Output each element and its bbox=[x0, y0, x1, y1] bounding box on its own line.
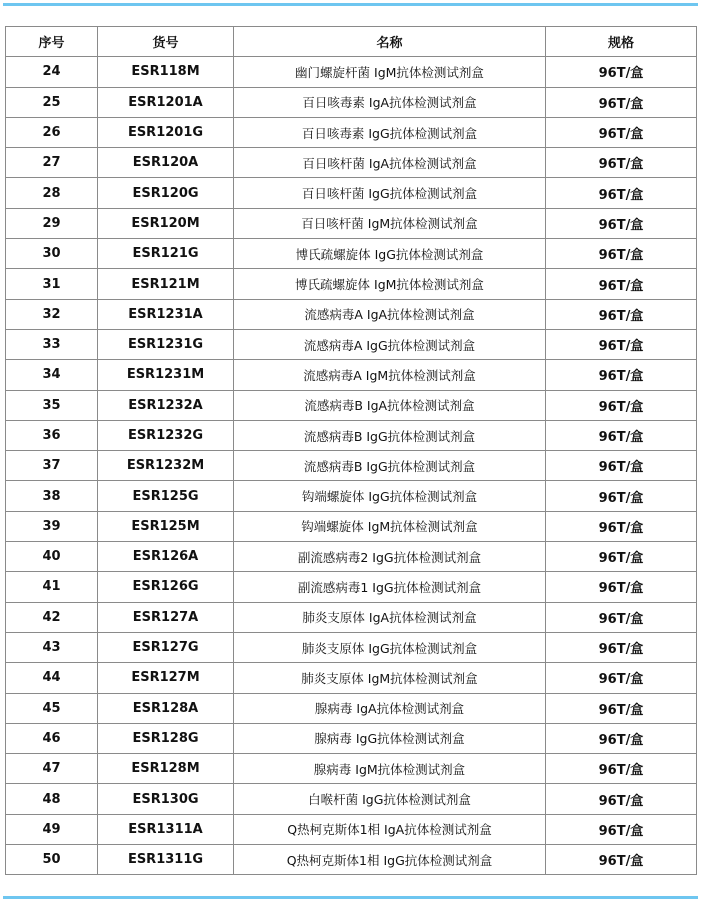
table-row bbox=[6, 390, 697, 420]
cell-no: 33 bbox=[6, 329, 98, 359]
bottom-accent-rule bbox=[3, 896, 698, 899]
table-row bbox=[6, 693, 697, 723]
cell-no: 30 bbox=[6, 239, 98, 269]
cell-no: 38 bbox=[6, 481, 98, 511]
top-accent-rule bbox=[3, 3, 698, 6]
cell-spec: 96T/盒 bbox=[546, 632, 697, 662]
table-row bbox=[6, 814, 697, 844]
cell-spec: 96T/盒 bbox=[546, 299, 697, 329]
table-row bbox=[6, 329, 697, 359]
cell-code: ESR1231M bbox=[98, 360, 234, 390]
cell-name: 博氏疏螺旋体 IgM抗体检测试剂盒 bbox=[234, 269, 546, 299]
table-row bbox=[6, 360, 697, 390]
cell-no: 49 bbox=[6, 814, 98, 844]
cell-code: ESR1201A bbox=[98, 87, 234, 117]
cell-code: ESR128M bbox=[98, 754, 234, 784]
table-row bbox=[6, 451, 697, 481]
cell-spec: 96T/盒 bbox=[546, 723, 697, 753]
cell-name: 流感病毒B IgG抗体检测试剂盒 bbox=[234, 451, 546, 481]
cell-name: 流感病毒B IgG抗体检测试剂盒 bbox=[234, 420, 546, 450]
cell-code: ESR120M bbox=[98, 208, 234, 238]
cell-spec: 96T/盒 bbox=[546, 208, 697, 238]
cell-no: 32 bbox=[6, 299, 98, 329]
table-row bbox=[6, 754, 697, 784]
cell-no: 40 bbox=[6, 542, 98, 572]
cell-spec: 96T/盒 bbox=[546, 390, 697, 420]
cell-spec: 96T/盒 bbox=[546, 663, 697, 693]
cell-spec: 96T/盒 bbox=[546, 754, 697, 784]
cell-name: 肺炎支原体 IgA抗体检测试剂盒 bbox=[234, 602, 546, 632]
table-row bbox=[6, 602, 697, 632]
cell-spec: 96T/盒 bbox=[546, 602, 697, 632]
cell-code: ESR1232A bbox=[98, 390, 234, 420]
table-row bbox=[6, 542, 697, 572]
cell-code: ESR121M bbox=[98, 269, 234, 299]
cell-spec: 96T/盒 bbox=[546, 178, 697, 208]
cell-code: ESR128G bbox=[98, 723, 234, 753]
cell-no: 41 bbox=[6, 572, 98, 602]
cell-no: 47 bbox=[6, 754, 98, 784]
cell-name: 流感病毒B IgA抗体检测试剂盒 bbox=[234, 390, 546, 420]
cell-name: 肺炎支原体 IgM抗体检测试剂盒 bbox=[234, 663, 546, 693]
header-code: 货号 bbox=[98, 27, 234, 57]
table-row bbox=[6, 148, 697, 178]
cell-name: 流感病毒A IgG抗体检测试剂盒 bbox=[234, 329, 546, 359]
cell-code: ESR125G bbox=[98, 481, 234, 511]
cell-name: 百日咳杆菌 IgM抗体检测试剂盒 bbox=[234, 208, 546, 238]
cell-spec: 96T/盒 bbox=[546, 117, 697, 147]
cell-no: 39 bbox=[6, 511, 98, 541]
cell-no: 28 bbox=[6, 178, 98, 208]
cell-no: 26 bbox=[6, 117, 98, 147]
table-row bbox=[6, 208, 697, 238]
cell-code: ESR125M bbox=[98, 511, 234, 541]
cell-name: 腺病毒 IgM抗体检测试剂盒 bbox=[234, 754, 546, 784]
cell-spec: 96T/盒 bbox=[546, 845, 697, 875]
table-body bbox=[6, 57, 697, 875]
cell-name: 钩端螺旋体 IgM抗体检测试剂盒 bbox=[234, 511, 546, 541]
cell-spec: 96T/盒 bbox=[546, 693, 697, 723]
cell-spec: 96T/盒 bbox=[546, 87, 697, 117]
cell-no: 25 bbox=[6, 87, 98, 117]
cell-code: ESR128A bbox=[98, 693, 234, 723]
header-row bbox=[6, 27, 697, 57]
cell-name: 腺病毒 IgA抗体检测试剂盒 bbox=[234, 693, 546, 723]
table-row bbox=[6, 663, 697, 693]
table-row bbox=[6, 87, 697, 117]
table-row bbox=[6, 723, 697, 753]
cell-no: 44 bbox=[6, 663, 98, 693]
cell-spec: 96T/盒 bbox=[546, 57, 697, 87]
cell-code: ESR121G bbox=[98, 239, 234, 269]
cell-name: Q热柯克斯体1相 IgG抗体检测试剂盒 bbox=[234, 845, 546, 875]
cell-code: ESR1311A bbox=[98, 814, 234, 844]
cell-no: 43 bbox=[6, 632, 98, 662]
cell-name: 百日咳毒素 IgA抗体检测试剂盒 bbox=[234, 87, 546, 117]
cell-no: 29 bbox=[6, 208, 98, 238]
table-row bbox=[6, 57, 697, 87]
cell-spec: 96T/盒 bbox=[546, 269, 697, 299]
cell-spec: 96T/盒 bbox=[546, 329, 697, 359]
cell-spec: 96T/盒 bbox=[546, 420, 697, 450]
cell-no: 42 bbox=[6, 602, 98, 632]
cell-no: 37 bbox=[6, 451, 98, 481]
table-row bbox=[6, 481, 697, 511]
cell-name: 流感病毒A IgM抗体检测试剂盒 bbox=[234, 360, 546, 390]
cell-no: 50 bbox=[6, 845, 98, 875]
header-no: 序号 bbox=[6, 27, 98, 57]
cell-code: ESR126G bbox=[98, 572, 234, 602]
cell-spec: 96T/盒 bbox=[546, 814, 697, 844]
cell-no: 46 bbox=[6, 723, 98, 753]
table-row bbox=[6, 178, 697, 208]
cell-no: 34 bbox=[6, 360, 98, 390]
cell-name: 博氏疏螺旋体 IgG抗体检测试剂盒 bbox=[234, 239, 546, 269]
cell-code: ESR120A bbox=[98, 148, 234, 178]
cell-no: 36 bbox=[6, 420, 98, 450]
cell-name: 肺炎支原体 IgG抗体检测试剂盒 bbox=[234, 632, 546, 662]
cell-code: ESR1232G bbox=[98, 420, 234, 450]
cell-spec: 96T/盒 bbox=[546, 572, 697, 602]
cell-code: ESR130G bbox=[98, 784, 234, 814]
cell-code: ESR1231A bbox=[98, 299, 234, 329]
table-row bbox=[6, 269, 697, 299]
cell-code: ESR1201G bbox=[98, 117, 234, 147]
cell-spec: 96T/盒 bbox=[546, 239, 697, 269]
cell-name: 白喉杆菌 IgG抗体检测试剂盒 bbox=[234, 784, 546, 814]
table-row bbox=[6, 784, 697, 814]
cell-code: ESR1311G bbox=[98, 845, 234, 875]
product-table bbox=[5, 26, 697, 875]
table-row bbox=[6, 572, 697, 602]
cell-name: 幽门螺旋杆菌 IgM抗体检测试剂盒 bbox=[234, 57, 546, 87]
cell-code: ESR118M bbox=[98, 57, 234, 87]
cell-spec: 96T/盒 bbox=[546, 148, 697, 178]
cell-spec: 96T/盒 bbox=[546, 542, 697, 572]
cell-name: 副流感病毒1 IgG抗体检测试剂盒 bbox=[234, 572, 546, 602]
cell-no: 48 bbox=[6, 784, 98, 814]
cell-spec: 96T/盒 bbox=[546, 451, 697, 481]
table-row bbox=[6, 511, 697, 541]
table-row bbox=[6, 299, 697, 329]
cell-code: ESR1232M bbox=[98, 451, 234, 481]
cell-spec: 96T/盒 bbox=[546, 481, 697, 511]
header-spec: 规格 bbox=[546, 27, 697, 57]
table-row bbox=[6, 845, 697, 875]
cell-code: ESR126A bbox=[98, 542, 234, 572]
table-row bbox=[6, 632, 697, 662]
cell-no: 45 bbox=[6, 693, 98, 723]
cell-name: 流感病毒A IgA抗体检测试剂盒 bbox=[234, 299, 546, 329]
header-name: 名称 bbox=[234, 27, 546, 57]
cell-spec: 96T/盒 bbox=[546, 360, 697, 390]
cell-name: Q热柯克斯体1相 IgA抗体检测试剂盒 bbox=[234, 814, 546, 844]
cell-name: 百日咳杆菌 IgG抗体检测试剂盒 bbox=[234, 178, 546, 208]
cell-name: 腺病毒 IgG抗体检测试剂盒 bbox=[234, 723, 546, 753]
table-row bbox=[6, 117, 697, 147]
cell-code: ESR120G bbox=[98, 178, 234, 208]
cell-name: 百日咳毒素 IgG抗体检测试剂盒 bbox=[234, 117, 546, 147]
cell-code: ESR127G bbox=[98, 632, 234, 662]
cell-spec: 96T/盒 bbox=[546, 784, 697, 814]
cell-name: 百日咳杆菌 IgA抗体检测试剂盒 bbox=[234, 148, 546, 178]
cell-no: 31 bbox=[6, 269, 98, 299]
cell-spec: 96T/盒 bbox=[546, 511, 697, 541]
table-row bbox=[6, 420, 697, 450]
cell-code: ESR1231G bbox=[98, 329, 234, 359]
cell-no: 24 bbox=[6, 57, 98, 87]
cell-code: ESR127A bbox=[98, 602, 234, 632]
cell-no: 27 bbox=[6, 148, 98, 178]
table-row bbox=[6, 239, 697, 269]
cell-no: 35 bbox=[6, 390, 98, 420]
cell-name: 副流感病毒2 IgG抗体检测试剂盒 bbox=[234, 542, 546, 572]
cell-name: 钩端螺旋体 IgG抗体检测试剂盒 bbox=[234, 481, 546, 511]
table-header bbox=[6, 27, 697, 57]
cell-code: ESR127M bbox=[98, 663, 234, 693]
